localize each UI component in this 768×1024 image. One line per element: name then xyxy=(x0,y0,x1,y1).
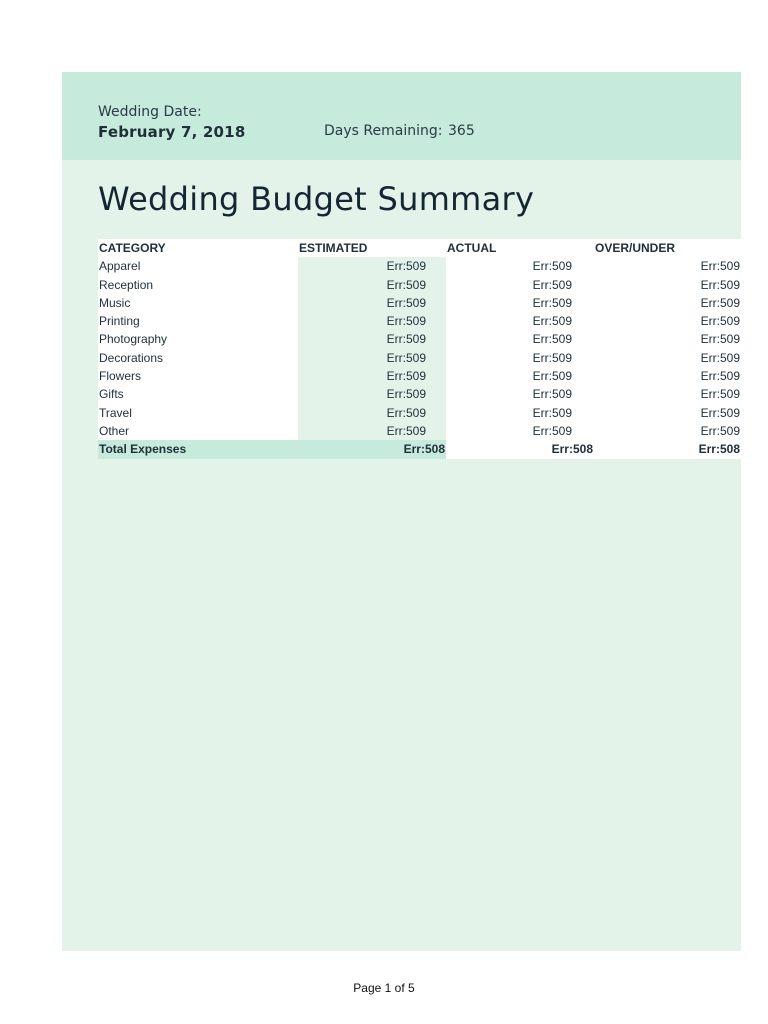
category-cell[interactable]: Gifts xyxy=(98,385,298,403)
category-cell[interactable]: Other xyxy=(98,422,298,440)
actual-cell[interactable]: Err:509 xyxy=(446,294,594,312)
over-under-cell[interactable]: Err:509 xyxy=(594,385,741,403)
column-header-category: CATEGORY xyxy=(98,239,298,257)
table-row xyxy=(98,312,741,330)
estimated-cell[interactable]: Err:509 xyxy=(298,276,446,294)
table-row xyxy=(98,367,741,385)
actual-cell[interactable]: Err:509 xyxy=(446,330,594,348)
column-header-estimated: ESTIMATED xyxy=(298,239,446,257)
actual-cell[interactable]: Err:509 xyxy=(446,349,594,367)
category-cell[interactable]: Decorations xyxy=(98,349,298,367)
table-row xyxy=(98,330,741,348)
table-row xyxy=(98,422,741,440)
column-header-actual: ACTUAL xyxy=(446,239,594,257)
over-under-cell[interactable]: Err:509 xyxy=(594,276,741,294)
over-under-cell[interactable]: Err:509 xyxy=(594,330,741,348)
days-remaining-value: 365 xyxy=(448,123,475,139)
category-cell[interactable]: Music xyxy=(98,294,298,312)
estimated-cell[interactable]: Err:509 xyxy=(298,385,446,403)
over-under-cell[interactable]: Err:509 xyxy=(594,257,741,275)
over-under-cell[interactable]: Err:509 xyxy=(594,422,741,440)
actual-cell[interactable]: Err:509 xyxy=(446,385,594,403)
wedding-date-label: Wedding Date: xyxy=(98,104,202,120)
estimated-cell[interactable]: Err:509 xyxy=(298,367,446,385)
over-under-cell[interactable]: Err:509 xyxy=(594,404,741,422)
actual-cell[interactable]: Err:509 xyxy=(446,422,594,440)
header-band xyxy=(62,72,741,160)
category-cell[interactable]: Photography xyxy=(98,330,298,348)
table-row xyxy=(98,385,741,403)
actual-cell[interactable]: Err:509 xyxy=(446,257,594,275)
actual-cell[interactable]: Err:509 xyxy=(446,276,594,294)
actual-cell[interactable]: Err:509 xyxy=(446,367,594,385)
budget-table xyxy=(98,239,741,459)
estimated-cell[interactable]: Err:509 xyxy=(298,422,446,440)
total-expenses-row xyxy=(98,440,741,458)
over-under-cell[interactable]: Err:509 xyxy=(594,294,741,312)
column-header-over-under: OVER/UNDER xyxy=(594,239,741,257)
estimated-cell[interactable]: Err:509 xyxy=(298,257,446,275)
table-row xyxy=(98,276,741,294)
estimated-cell[interactable]: Err:509 xyxy=(298,330,446,348)
over-under-cell[interactable]: Err:509 xyxy=(594,312,741,330)
days-remaining-label: Days Remaining: xyxy=(324,123,443,139)
table-row xyxy=(98,294,741,312)
total-expenses-label[interactable]: Total Expenses xyxy=(98,440,298,458)
category-cell[interactable]: Printing xyxy=(98,312,298,330)
category-cell[interactable]: Apparel xyxy=(98,257,298,275)
estimated-cell[interactable]: Err:509 xyxy=(298,294,446,312)
page-number: Page 1 of 5 xyxy=(353,981,415,995)
actual-cell[interactable]: Err:509 xyxy=(446,404,594,422)
estimated-cell[interactable]: Err:509 xyxy=(298,349,446,367)
over-under-cell[interactable]: Err:509 xyxy=(594,367,741,385)
category-cell[interactable]: Flowers xyxy=(98,367,298,385)
over-under-cell[interactable]: Err:509 xyxy=(594,349,741,367)
category-cell[interactable]: Travel xyxy=(98,404,298,422)
wedding-date-value: February 7, 2018 xyxy=(98,123,246,141)
actual-cell[interactable]: Err:509 xyxy=(446,312,594,330)
table-row xyxy=(98,404,741,422)
page-title: Wedding Budget Summary xyxy=(98,180,535,218)
total-actual-cell[interactable]: Err:508 xyxy=(446,440,594,458)
estimated-cell[interactable]: Err:509 xyxy=(298,404,446,422)
estimated-cell[interactable]: Err:509 xyxy=(298,312,446,330)
budget-sheet xyxy=(62,72,741,951)
total-over-under-cell[interactable]: Err:508 xyxy=(594,440,741,458)
category-cell[interactable]: Reception xyxy=(98,276,298,294)
table-header-row xyxy=(98,239,741,257)
table-row xyxy=(98,257,741,275)
total-estimated-cell[interactable]: Err:508 xyxy=(298,440,446,458)
table-row xyxy=(98,349,741,367)
